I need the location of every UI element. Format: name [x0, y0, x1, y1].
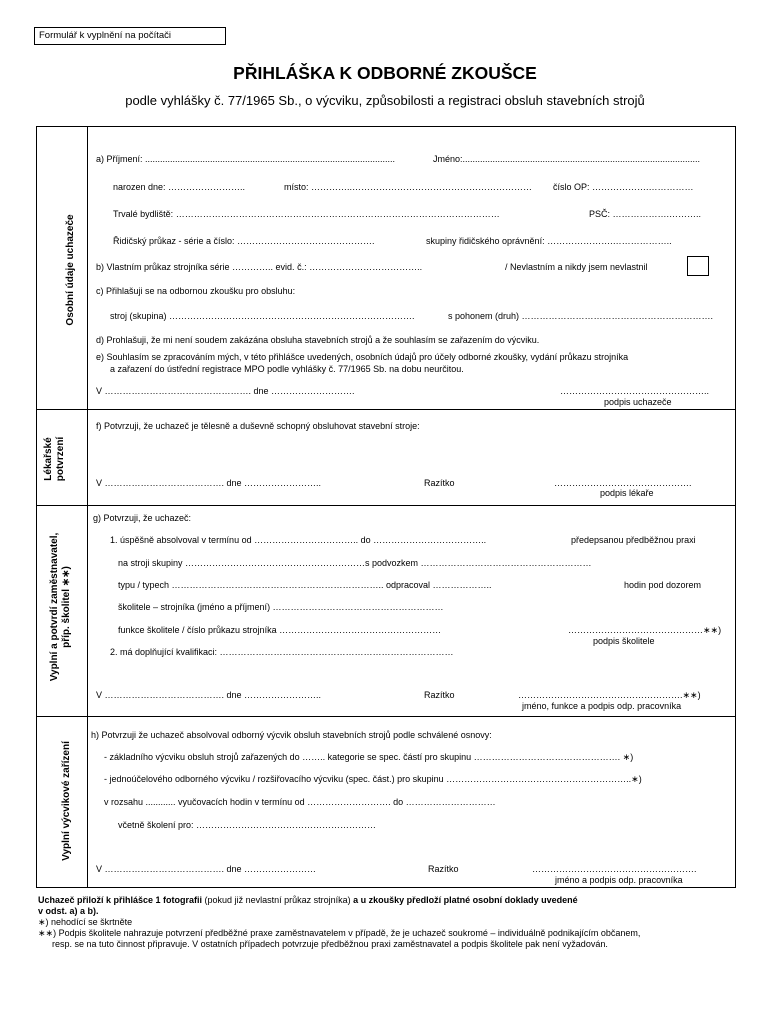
training-signature-field[interactable]: ………………………………………………. [532, 864, 697, 874]
including-training-field[interactable]: včetně školení pro: …………………………………………………… [118, 820, 377, 830]
form-type-badge: Formulář k vyplnění na počítači [34, 27, 226, 45]
employer-signature-caption: jméno, funkce a podpis odp. pracovníka [522, 701, 682, 711]
driving-license-field[interactable]: Řidičský průkaz - série a číslo: ………………………………………. [113, 236, 375, 246]
place-date-field[interactable]: V …………………………………………. dne ………………………. [96, 386, 355, 396]
operator-license-field[interactable]: b) Vlastním průkaz strojníka série ………….. evid. č.: ……………………………….. [96, 262, 423, 272]
exam-application-text: c) Přihlašuji se na odbornou zkoušku pro obsluhu: [96, 286, 296, 296]
footer-photo-note-normal: (pokud již nevlastní průkaz strojníka) [202, 895, 354, 905]
trainer-signature-caption: podpis školitele [593, 636, 655, 646]
supervised-hours-label: hodin pod dozorem [624, 580, 702, 590]
doctor-signature-caption: podpis lékaře [600, 488, 654, 498]
trainer-name-field[interactable]: školitele – strojníka (jméno a příjmení) ………………………………………………… [118, 602, 444, 612]
training-hours-period-field[interactable]: v rozsahu ............ vyučovacích hodin v termínu od ………………………. do ………………………… [104, 797, 496, 807]
additional-qualification-field[interactable]: 2. má doplňující kvalifikaci: …………………………………………………………………… [110, 647, 454, 657]
section-label-zamestnavatel-line1: Vyplní a potvrdí zaměstnavatel, [49, 532, 60, 682]
footer-photo-note-bold-a: Uchazeč přiloží k přihlášce 1 fotografii [38, 895, 203, 905]
id-card-number-field[interactable]: číslo OP: ……………….…………… [553, 182, 694, 192]
footnote-double-asterisk-line1: ∗∗) Podpis školitele nahrazuje potvrzení předběžné praxe zaměstnavatelem v případě, že je uchazeč soukromé – individuálně podnikajícím občanem, [38, 928, 641, 938]
employer-signature-field[interactable]: ……………………………………………….∗∗) [518, 690, 701, 700]
section-label-osobni: Osobní údaje uchazeče [65, 214, 76, 326]
footnote-single-asterisk: ∗) nehodící se škrtněte [38, 917, 133, 927]
form-subtitle: podle vyhlášky č. 77/1965 Sb., o výcviku, způsobilosti a registraci obsluh stavebních strojů [125, 93, 645, 108]
footer-photo-note-line2: v odst. a) a b). [38, 906, 99, 916]
doctor-signature-field[interactable]: ………………………………………. [554, 478, 692, 488]
section-label-zamestnavatel [49, 502, 77, 712]
medical-place-date-field[interactable]: V …………………………………. dne …………………….. [96, 478, 322, 488]
trainer-function-field[interactable]: funkce školitele / číslo průkazu strojníka ……………………………………………… [118, 625, 442, 635]
training-signature-caption: jméno a podpis odp. pracovníka [555, 875, 683, 885]
medical-confirmation-text: f) Potvrzuji, že uchazeč je tělesně a duševně schopný obsluhovat stavební stroje: [96, 421, 420, 431]
machine-type-hours-field[interactable]: typu / typech …………………………………………………………….. odpracoval ……………….. [118, 580, 492, 590]
basic-training-field[interactable]: - základního výcviku obsluh strojů zařazených do …….. kategorie se spec. částí pro skupinu …………………………………………. ∗) [104, 752, 634, 762]
applicant-signature-field[interactable]: ………………………………………….. [560, 386, 710, 396]
permanent-address-field[interactable]: Trvalé bydliště: ……………………………………………………………………………………………… [113, 209, 500, 219]
consent-text-line2: a zařazení do ústřední registrace MPO podle vyhlášky č. 77/1965 Sb. na dobu neurčitou. [110, 364, 464, 374]
never-owned-checkbox[interactable] [687, 256, 709, 276]
drive-type-field[interactable]: s pohonem (druh) ………………………………………………………. [448, 311, 714, 321]
form-title: PŘIHLÁŠKA K ODBORNÉ ZKOUŠCE [233, 63, 537, 83]
training-place-date-field[interactable]: V …………………………………. dne …………………… [96, 864, 317, 874]
declaration-text: d) Prohlašuji, že mi není soudem zakázána obsluha stavebních strojů a že souhlasím se zařazením do výcviku. [96, 335, 540, 345]
postal-code-field[interactable]: PSČ: ……………….……….. [589, 209, 702, 219]
footer-photo-note [38, 895, 578, 906]
applicant-signature-caption: podpis uchazeče [604, 397, 672, 407]
section-label-vycvikove: Vyplní výcvikové zařízení [61, 741, 72, 861]
training-confirmation-text: h) Potvrzuji že uchazeč absolvoval odborný výcvik obsluh stavebních strojů podle schválené osnovy: [91, 730, 492, 740]
employer-place-date-field[interactable]: V …………………………………. dne …………………….. [96, 690, 322, 700]
machine-group-field[interactable]: stroj (skupina) ………………………………………………………………………. [110, 311, 415, 321]
section-label-lekarske-line1: Lékařské [43, 437, 54, 481]
birth-place-field[interactable]: místo: …………..…………………………………………………… [284, 182, 533, 192]
training-stamp-label: Razítko [428, 864, 459, 874]
birth-date-field[interactable]: narozen dne: …………………….. [113, 182, 246, 192]
footer-photo-note-bold-b: a u zkoušky předloží platné osobní doklady uvedené [353, 895, 578, 905]
trainer-signature-field[interactable]: ………………………………………∗∗) [568, 625, 722, 635]
footnote-double-asterisk-line2: resp. se na tuto činnost připravuje. V ostatních případech potvrzuje předběžnou praxi zaměstnavatel a podpis školitele pak není vyžadován. [52, 939, 608, 949]
section-label-divider [87, 126, 88, 888]
machine-chassis-field[interactable]: na stroji skupiny ……………………………………………………s podvozkem ………………………………………………… [118, 558, 592, 568]
section-divider-1 [36, 409, 736, 410]
never-owned-label: / Nevlastním a nikdy jsem nevlastnil [505, 262, 648, 272]
practice-label: předepsanou předběžnou praxi [571, 535, 696, 545]
section-label-lekarske [43, 404, 71, 514]
employer-stamp-label: Razítko [424, 690, 455, 700]
section-divider-2 [36, 505, 736, 506]
first-name-field[interactable]: Jméno:............................................................................................... [433, 154, 701, 164]
employer-confirmation-text: g) Potvrzuji, že uchazeč: [93, 513, 192, 523]
specialized-training-field[interactable]: - jednoúčelového odborného výcviku / rozšiřovacího výcviku (spec. část.) pro skupinu ……………………………………………………..∗) [104, 774, 642, 784]
license-groups-field[interactable]: skupiny řidičského oprávnění: ………………….……………….. [426, 236, 672, 246]
medical-stamp-label: Razítko [424, 478, 455, 488]
section-label-zamestnavatel-line2: příp. školitel ∗∗) [61, 566, 72, 648]
surname-field[interactable]: a) Příjmení: .................................................................................................... [96, 154, 396, 164]
practice-period-field[interactable]: 1. úspěšně absolvoval v termínu od …………………………….. do ……………………………….. [110, 535, 487, 545]
consent-text-line1: e) Souhlasím se zpracováním mých, v této přihlášce uvedených, osobních údajů pro účely odborné zkoušky, vydání průkazu strojníka [96, 352, 629, 362]
section-label-lekarske-line2: potvrzení [55, 436, 66, 482]
section-divider-3 [36, 716, 736, 717]
